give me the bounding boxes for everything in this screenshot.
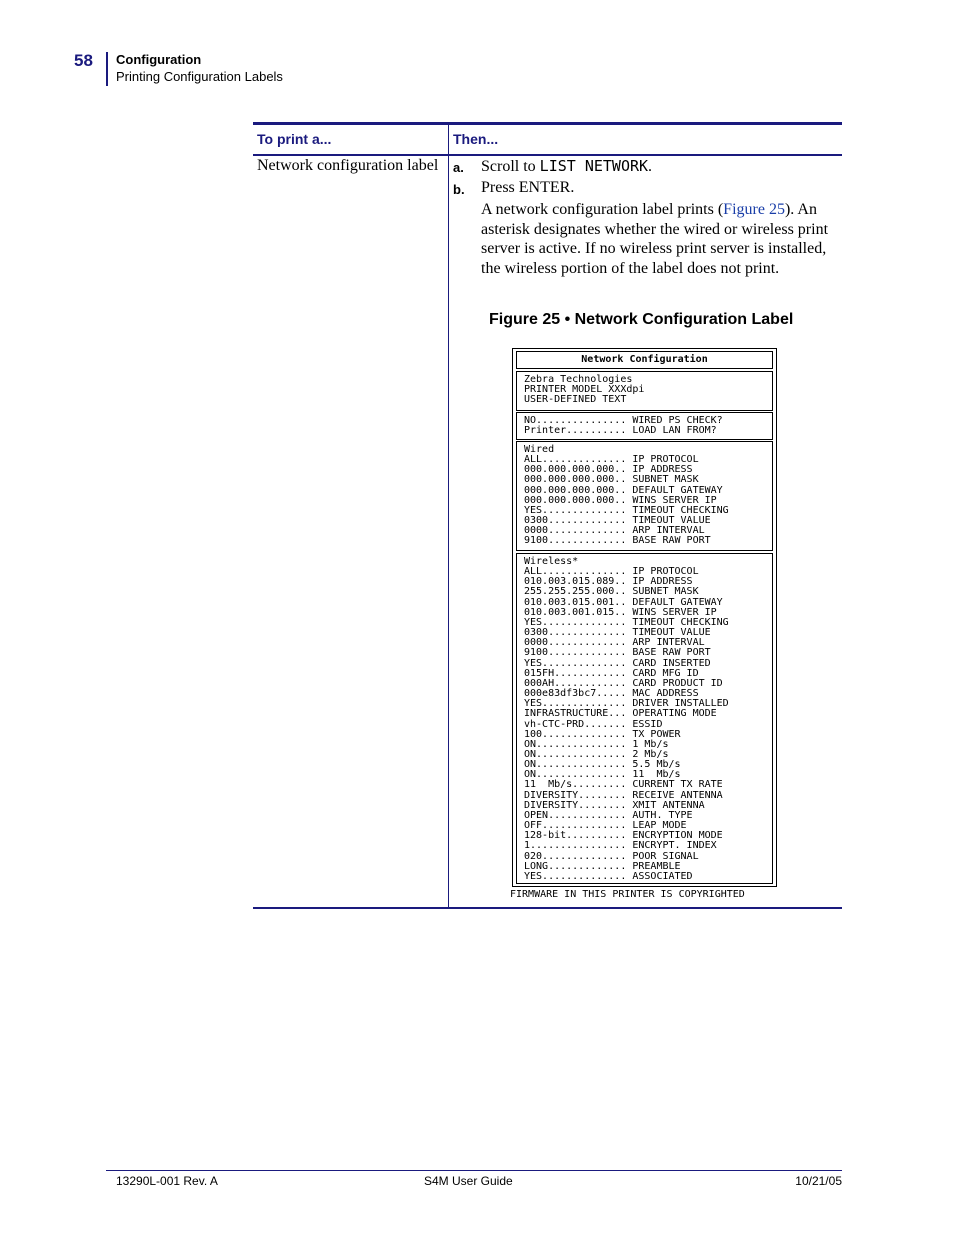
label-line: ON............... 2 Mb/s (524, 748, 669, 760)
label-line: 9100............. BASE RAW PORT (524, 535, 711, 547)
label-line: 100.............. TX POWER (524, 728, 681, 740)
label-section-wired (516, 441, 773, 551)
label-section-general (516, 412, 773, 440)
label-line: ON............... 5.5 Mb/s (524, 759, 681, 771)
label-line: YES.............. ASSOCIATED (524, 870, 693, 882)
label-line: INFRASTRUCTURE... OPERATING MODE (524, 708, 717, 720)
label-line: 000.000.000.000.. DEFAULT GATEWAY (524, 484, 723, 496)
label-line: 0000............. ARP INTERVAL (524, 637, 705, 649)
note-before: A network configuration label prints ( (481, 201, 724, 218)
step-b-text: Press ENTER. (481, 179, 575, 196)
step-a-prefix: Scroll to (481, 158, 540, 175)
label-line: OFF.............. LEAP MODE (524, 820, 687, 832)
table-header-steps: Then... (453, 131, 499, 147)
label-line: NO............... WIRED PS CHECK? (524, 415, 723, 426)
step-a-suffix: . (648, 158, 653, 175)
label-line: 11 Mb/s......... CURRENT TX RATE (524, 779, 723, 791)
label-line: 010.003.001.015.. WINS SERVER IP (524, 606, 717, 618)
label-line: 9100............. BASE RAW PORT (524, 647, 711, 659)
step-b-letter: b. (453, 182, 465, 197)
footer-date: 10/21/05 (795, 1174, 842, 1188)
label-line: 0300............. TIMEOUT VALUE (524, 515, 711, 527)
label-line: 255.255.255.000.. SUBNET MASK (524, 586, 699, 598)
label-line: PRINTER MODEL XXXdpi (524, 384, 645, 396)
label-line: 0300............. TIMEOUT VALUE (524, 627, 711, 639)
subsection-title: Printing Configuration Labels (116, 69, 283, 84)
label-line: 000e83df3bc7..... MAC ADDRESS (524, 688, 699, 700)
step-a-command: LIST NETWORK (539, 157, 649, 175)
table-header-rule (253, 154, 842, 156)
label-line: 128-bit.......... ENCRYPTION MODE (524, 830, 723, 842)
label-line: YES.............. DRIVER INSTALLED (524, 698, 729, 710)
label-line: ON............... 11 Mb/s (524, 769, 681, 781)
table-header-task: To print a... (257, 131, 332, 147)
label-line: YES.............. TIMEOUT CHECKING (524, 504, 729, 516)
label-footer-text: FIRMWARE IN THIS PRINTER IS COPYRIGHTED (510, 889, 745, 900)
footer-rule (106, 1170, 842, 1171)
label-line: ON............... 1 Mb/s (524, 738, 669, 750)
figure-link[interactable]: Figure 25 (723, 201, 785, 218)
section-title: Configuration (116, 52, 202, 67)
label-line: YES.............. TIMEOUT CHECKING (524, 616, 729, 628)
label-line: 010.003.015.089.. IP ADDRESS (524, 576, 693, 588)
label-line: Printer.......... LOAD LAN FROM? (524, 425, 717, 437)
network-config-label (512, 348, 777, 887)
label-section-wireless (516, 553, 773, 884)
label-line: ALL.............. IP PROTOCOL (524, 566, 699, 578)
label-line: ALL.............. IP PROTOCOL (524, 454, 699, 466)
label-line: 015FH............ CARD MFG ID (524, 667, 699, 679)
label-line: 000.000.000.000.. WINS SERVER IP (524, 494, 717, 506)
label-line: vh-CTC-PRD....... ESSID (524, 718, 663, 730)
label-line: DIVERSITY........ XMIT ANTENNA (524, 799, 705, 811)
label-line: YES.............. CARD INSERTED (524, 657, 711, 669)
header-divider (106, 52, 108, 86)
step-a-letter: a. (453, 160, 464, 175)
label-line: 0000............. ARP INTERVAL (524, 525, 705, 537)
table-top-rule (253, 122, 842, 125)
page-number: 58 (74, 51, 93, 70)
label-title: Network Configuration (516, 351, 773, 369)
label-line: Wired (524, 444, 555, 455)
task-cell: Network configuration label (257, 157, 439, 174)
step-note (481, 200, 841, 279)
table-column-divider (448, 125, 449, 907)
label-line: 000AH............ CARD PRODUCT ID (524, 677, 723, 689)
label-line: 020.............. POOR SIGNAL (524, 850, 699, 862)
footer-title: S4M User Guide (424, 1174, 513, 1188)
label-line: Zebra Technologies (524, 374, 633, 385)
figure-caption: Figure 25 • Network Configuration Label (489, 311, 794, 328)
note-after: ). An asterisk designates whether the wired or wireless print server is active. If no wireless print server is installed, the wireless portion of the label does not print. (481, 201, 829, 278)
table-bottom-rule (253, 907, 842, 909)
label-line: LONG............. PREAMBLE (524, 860, 681, 872)
label-line: 000.000.000.000.. IP ADDRESS (524, 464, 693, 476)
label-section-identity (516, 371, 773, 411)
step-a-text (481, 157, 652, 176)
label-line: Wireless* (524, 556, 579, 567)
label-line: DIVERSITY........ RECEIVE ANTENNA (524, 789, 723, 801)
label-line: OPEN............. AUTH. TYPE (524, 809, 693, 821)
footer-doc-number: 13290L-001 Rev. A (116, 1174, 218, 1188)
label-line: 1................ ENCRYPT. INDEX (524, 840, 717, 852)
label-line: 010.003.015.001.. DEFAULT GATEWAY (524, 596, 723, 608)
label-line: USER-DEFINED TEXT (524, 394, 627, 406)
label-line: 000.000.000.000.. SUBNET MASK (524, 474, 699, 486)
